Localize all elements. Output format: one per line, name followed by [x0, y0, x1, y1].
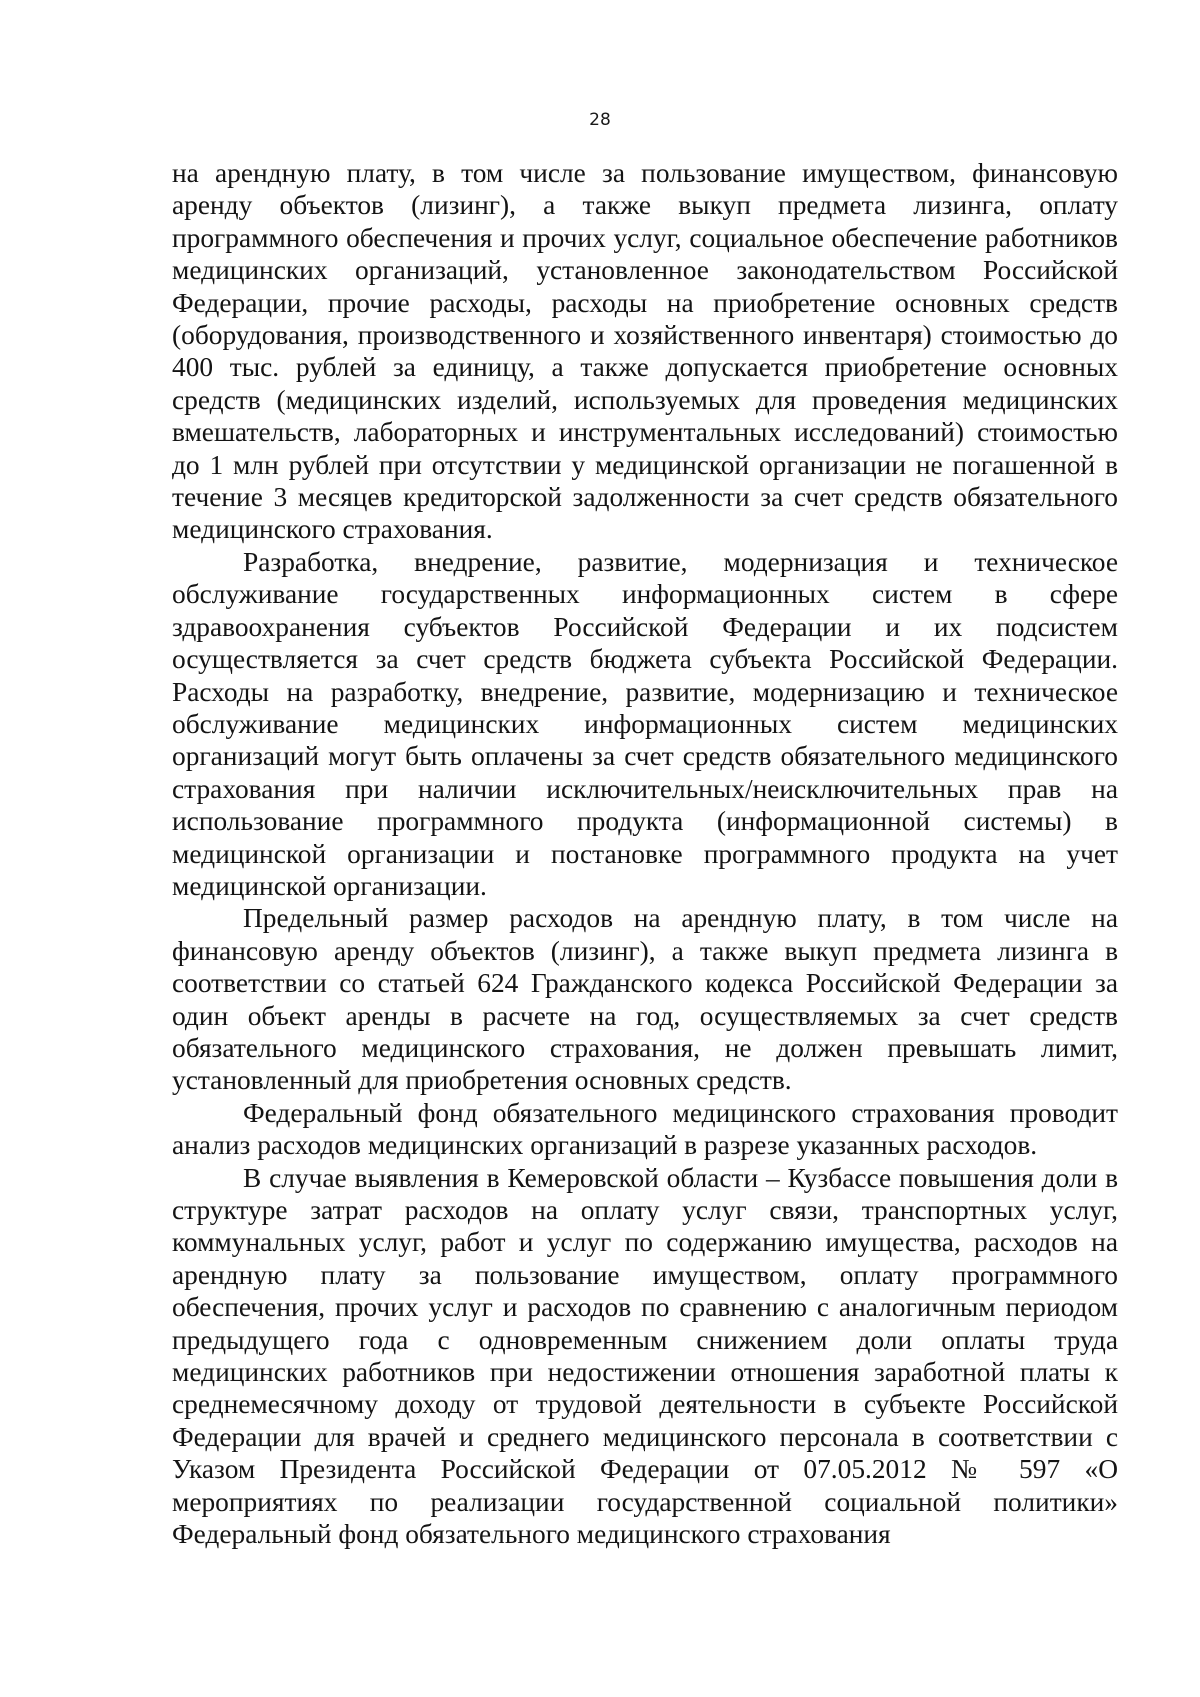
document-body	[172, 157, 1118, 1550]
paragraph-4: Федеральный фонд обязательного медицинского страхования проводит анализ расходов медицинских организаций в разрезе указанных расходов.	[172, 1097, 1118, 1161]
paragraph-3: Предельный размер расходов на арендную плату, в том числе на финансовую аренду объектов (лизинг), а также выкуп предмета лизинга в соответствии со статьей 624 Гражданского кодекса Российской Федерации за один объект аренды в расчете на год, осуществляемых за счет средств обязательного медицинского страхования, не должен превышать лимит, установленный для приобретения основных средств.	[172, 903, 1118, 1096]
page-number: 28	[589, 110, 611, 130]
paragraph-5: В случае выявления в Кемеровской области – Кузбассе повышения доли в структуре затрат расходов на оплату услуг связи, транспортных услуг, коммунальных услуг, работ и услуг по содержанию имущества, расходов на арендную плату за пользование имуществом, оплату программного обеспечения, прочих услуг и расходов по сравнению с аналогичным периодом предыдущего года с одновременным снижением доли оплаты труда медицинских работников при недостижении отношения заработной платы к среднемесячному доходу от трудовой деятельности в субъекте Российской Федерации для врачей и среднего медицинского персонала в соответствии с Указом Президента Российской Федерации от 07.05.2012 № 597 «О мероприятиях по реализации государственной социальной политики» Федеральный фонд обязательного медицинского страхования	[172, 1162, 1118, 1550]
paragraph-1: на арендную плату, в том числе за пользование имуществом, финансовую аренду объектов (лизинг), а также выкуп предмета лизинга, оплату программного обеспечения и прочих услуг, социальное обеспечение работников медицинских организаций, установленное законодательством Российской Федерации, прочие расходы, расходы на приобретение основных средств (оборудования, производственного и хозяйственного инвентаря) стоимостью до 400 тыс. рублей за единицу, а также допускается приобретение основных средств (медицинских изделий, используемых для проведения медицинских вмешательств, лабораторных и инструментальных исследований) стоимостью до 1 млн рублей при отсутствии у медицинской организации не погашенной в течение 3 месяцев кредиторской задолженности за счет средств обязательного медицинского страхования.	[172, 158, 1118, 545]
paragraph-2: Разработка, внедрение, развитие, модернизация и техническое обслуживание государственных информационных систем в сфере здравоохранения субъектов Российской Федерации и их подсистем осуществляется за счет средств бюджета субъекта Российской Федерации. Расходы на разработку, внедрение, развитие, модернизацию и техническое обслуживание медицинских информационных систем медицинских организаций могут быть оплачены за счет средств обязательного медицинского страхования при наличии исключительных/неисключительных прав на использование программного продукта (информационной системы) в медицинской организации и постановке программного продукта на учет медицинской организации.	[172, 546, 1118, 901]
